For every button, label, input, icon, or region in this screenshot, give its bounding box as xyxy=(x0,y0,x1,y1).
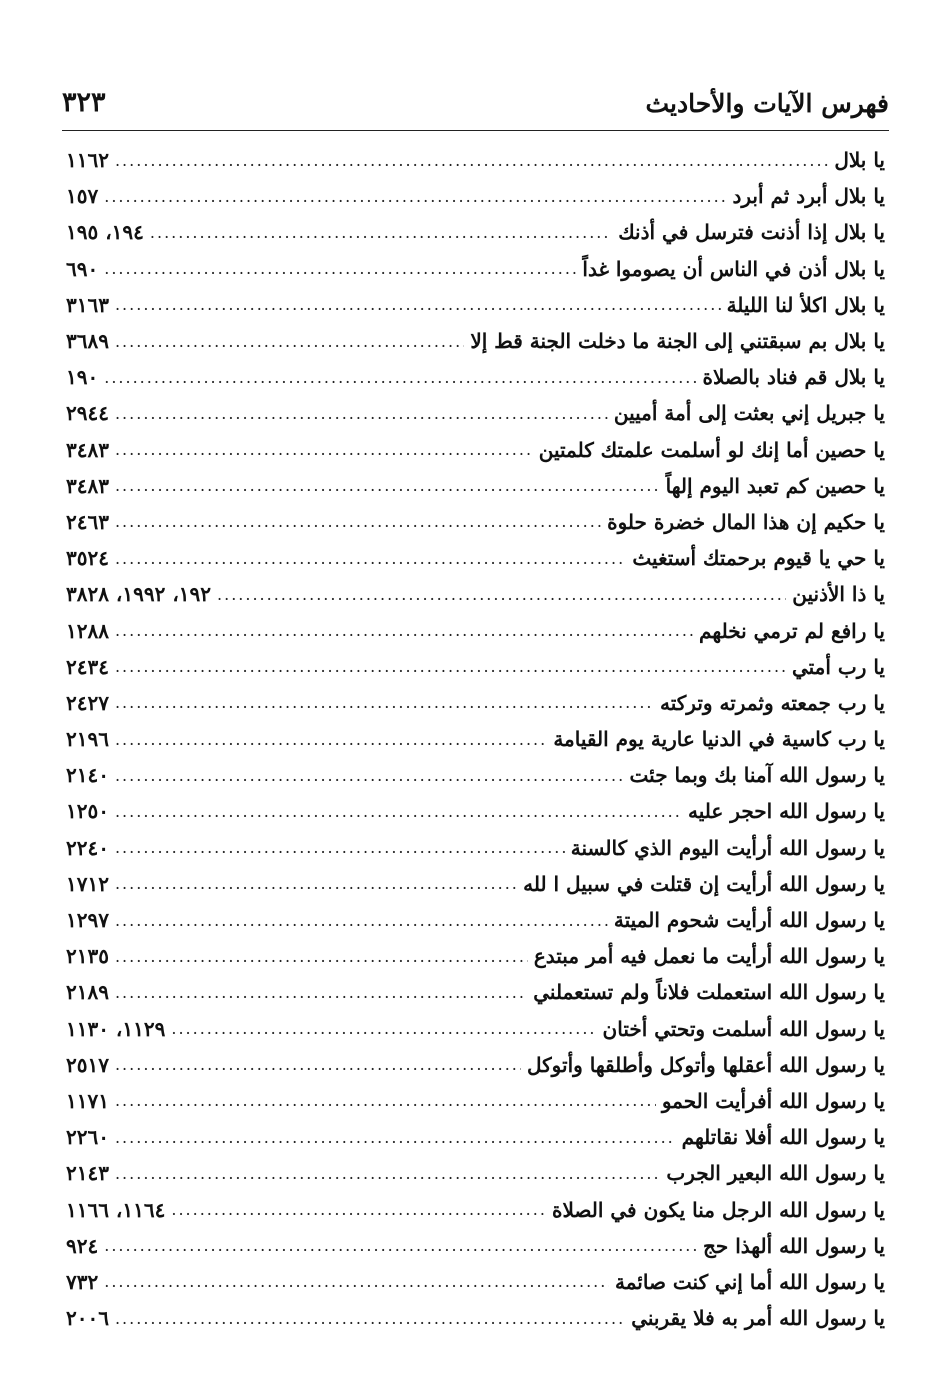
index-entry xyxy=(66,1228,885,1264)
dot-leader xyxy=(115,657,786,676)
entry-refs: ٢١٤٣ xyxy=(66,1161,109,1186)
entry-text: يا رسول الله استعملت فلاناً ولم تستعملني xyxy=(533,980,885,1005)
dot-leader xyxy=(115,693,654,712)
entry-refs: ٣٤٨٣ xyxy=(66,473,109,498)
index-entry xyxy=(66,287,885,323)
entry-refs: ٧٣٢ xyxy=(66,1269,99,1294)
index-entry xyxy=(66,142,885,178)
entry-refs: ١٧١٢ xyxy=(66,871,109,896)
entry-text: يا حكيم إن هذا المال خضرة حلوة xyxy=(607,509,885,534)
entry-refs: ١١٧١ xyxy=(66,1088,109,1113)
dot-leader xyxy=(104,259,576,278)
page-number: ٣٢٣ xyxy=(62,87,106,118)
entry-refs: ٢١٤٠ xyxy=(66,763,109,788)
index-entry xyxy=(66,974,885,1010)
entry-text: يا رسول الله أرأيت شحوم الميتة xyxy=(613,908,885,933)
entry-text: يا رسول الله أرأيت ما نعمل فيه أمر مبتدع xyxy=(533,944,885,969)
dot-leader xyxy=(104,187,726,206)
running-head xyxy=(62,78,889,118)
entry-text: يا جبريل إني بعثت إلى أمة أميين xyxy=(613,401,885,426)
entry-refs: ٢١٨٩ xyxy=(66,980,109,1005)
dot-leader xyxy=(115,1164,660,1183)
dot-leader xyxy=(115,332,464,351)
index-entry xyxy=(66,1011,885,1047)
entry-text: يا بلال بم سبقتني إلى الجنة ما دخلت الجنة قط إلا xyxy=(470,329,885,354)
entry-text: يا بلال اكلأ لنا الليلة xyxy=(726,292,885,317)
entry-refs: ١٩٤، ١٩٥ xyxy=(66,220,144,245)
entry-refs: ٢٢٤٠ xyxy=(66,835,109,860)
entry-refs: ١١٦٤، ١١٦٦ xyxy=(66,1197,166,1222)
dot-leader xyxy=(115,512,601,531)
dot-leader xyxy=(115,838,565,857)
entry-refs: ١١٦٢ xyxy=(66,148,109,173)
entry-text: يا رسول الله أرأيت إن قتلت في سبيل ا لله xyxy=(523,871,885,896)
dot-leader xyxy=(217,585,786,604)
entry-text: يا رسول الله آمنا بك وبما جئت xyxy=(629,763,885,788)
dot-leader xyxy=(115,440,533,459)
index-entry xyxy=(66,866,885,902)
index-entry xyxy=(66,178,885,214)
dot-leader xyxy=(115,1055,521,1074)
entry-text: يا رب جمعته وثمرته وتركته xyxy=(660,690,885,715)
dot-leader xyxy=(115,1128,676,1147)
index-entry xyxy=(66,830,885,866)
index-entry xyxy=(66,902,885,938)
index-entry xyxy=(66,1300,885,1336)
entry-refs: ٢٥١٧ xyxy=(66,1052,109,1077)
index-entry xyxy=(66,1119,885,1155)
dot-leader xyxy=(171,1019,596,1038)
entry-text: يا رسول الله أفرأيت الحمو xyxy=(661,1088,885,1113)
index-entry xyxy=(66,757,885,793)
index-entry xyxy=(66,251,885,287)
entry-text: يا رافع لم ترمي نخلهم xyxy=(699,618,885,643)
entry-text: يا رسول الله أرأيت اليوم الذي كالسنة xyxy=(570,835,885,860)
dot-leader xyxy=(115,802,682,821)
entry-refs: ١٢٨٨ xyxy=(66,618,109,643)
entry-refs: ١٢٥٠ xyxy=(66,799,109,824)
entry-text: يا ذا الأذنين xyxy=(792,582,885,607)
dot-leader xyxy=(115,947,528,966)
entry-text: يا رسول الله ألهذا حج xyxy=(703,1233,885,1258)
dot-leader xyxy=(115,295,721,314)
entry-refs: ٢٤٢٧ xyxy=(66,690,109,715)
index-entry xyxy=(66,323,885,359)
dot-leader xyxy=(115,621,693,640)
entry-refs: ٣٦٨٩ xyxy=(66,329,109,354)
entry-text: يا رسول الله احجر عليه xyxy=(688,799,885,824)
entry-refs: ١٩٠ xyxy=(66,365,99,390)
index-entry xyxy=(66,1155,885,1191)
index-entry xyxy=(66,1083,885,1119)
index-entry xyxy=(66,214,885,250)
index-entry xyxy=(66,612,885,648)
entry-text: يا رسول الله أما إني كنت صائمة xyxy=(615,1269,885,1294)
entry-refs: ٢٢٦٠ xyxy=(66,1125,109,1150)
entry-text: يا رسول الله البعير الجرب xyxy=(666,1161,885,1186)
dot-leader xyxy=(115,476,660,495)
dot-leader xyxy=(115,404,608,423)
dot-leader xyxy=(104,1272,609,1291)
entry-text: يا رسول الله أعقلها وأتوكل وأطلقها وأتوكل xyxy=(527,1052,885,1077)
entry-refs: ١٩٢، ١٩٩٢، ٣٨٢٨ xyxy=(66,582,212,607)
entry-text: يا رب كاسية في الدنيا عارية يوم القيامة xyxy=(553,727,885,752)
dot-leader xyxy=(115,766,624,785)
entry-refs: ١٢٩٧ xyxy=(66,908,109,933)
dot-leader xyxy=(115,911,608,930)
entry-refs: ٢٤٣٤ xyxy=(66,654,109,679)
index-entry xyxy=(66,793,885,829)
index-entry xyxy=(66,359,885,395)
index-entries xyxy=(66,142,885,1336)
entry-text: يا رسول الله أسلمت وتحتي أختان xyxy=(602,1016,885,1041)
dot-leader xyxy=(115,1091,656,1110)
dot-leader xyxy=(115,549,626,568)
dot-leader xyxy=(115,730,547,749)
index-entry xyxy=(66,649,885,685)
index-entry xyxy=(66,432,885,468)
dot-leader xyxy=(104,368,696,387)
entry-refs: ٦٩٠ xyxy=(66,256,99,281)
index-entry xyxy=(66,1191,885,1227)
entry-refs: ٢٠٠٦ xyxy=(66,1306,109,1331)
index-entry xyxy=(66,540,885,576)
dot-leader xyxy=(115,983,527,1002)
index-entry xyxy=(66,1264,885,1300)
entry-text: يا بلال أبرد ثم أبرد xyxy=(732,184,885,209)
entry-text: يا رسول الله الرجل منا يكون في الصلاة xyxy=(552,1197,885,1222)
dot-leader xyxy=(171,1200,546,1219)
index-entry xyxy=(66,576,885,612)
index-entry xyxy=(66,685,885,721)
dot-leader xyxy=(115,874,517,893)
index-entry xyxy=(66,468,885,504)
entry-refs: ٢١٣٥ xyxy=(66,944,109,969)
index-entry xyxy=(66,504,885,540)
entry-refs: ٢١٩٦ xyxy=(66,727,109,752)
dot-leader xyxy=(115,151,828,170)
index-entry xyxy=(66,395,885,431)
entry-text: يا بلال أذن في الناس أن يصوموا غداً xyxy=(582,256,885,281)
entry-text: يا بلال إذا أذنت فترسل في أذنك xyxy=(618,220,885,245)
entry-text: يا بلال xyxy=(834,148,885,173)
entry-text: يا رب أمتي xyxy=(791,654,885,679)
entry-refs: ٣١٦٣ xyxy=(66,292,109,317)
entry-text: يا رسول الله أفلا نقاتلهم xyxy=(681,1125,885,1150)
entry-text: يا حصين أما إنك لو أسلمت علمتك كلمتين xyxy=(538,437,885,462)
entry-refs: ٣٥٢٤ xyxy=(66,546,109,571)
header-rule xyxy=(62,130,889,131)
entry-refs: ٢٩٤٤ xyxy=(66,401,109,426)
dot-leader xyxy=(104,1236,697,1255)
entry-refs: ٣٤٨٣ xyxy=(66,437,109,462)
entry-refs: ١١٢٩، ١١٣٠ xyxy=(66,1016,166,1041)
entry-refs: ٢٤٦٣ xyxy=(66,509,109,534)
header-title: فهرس الآيات والأحاديث xyxy=(645,89,889,118)
dot-leader xyxy=(115,1309,625,1328)
entry-text: يا حي يا قيوم برحمتك أستغيث xyxy=(632,546,885,571)
entry-refs: ١٥٧ xyxy=(66,184,99,209)
entry-refs: ٩٢٤ xyxy=(66,1233,99,1258)
index-entry xyxy=(66,938,885,974)
entry-text: يا بلال قم فناد بالصلاة xyxy=(702,365,885,390)
entry-text: يا رسول الله أمر به فلا يقربني xyxy=(631,1306,885,1331)
index-entry xyxy=(66,721,885,757)
index-entry xyxy=(66,1047,885,1083)
entry-text: يا حصين كم تعبد اليوم إلهاً xyxy=(665,473,885,498)
dot-leader xyxy=(150,223,612,242)
